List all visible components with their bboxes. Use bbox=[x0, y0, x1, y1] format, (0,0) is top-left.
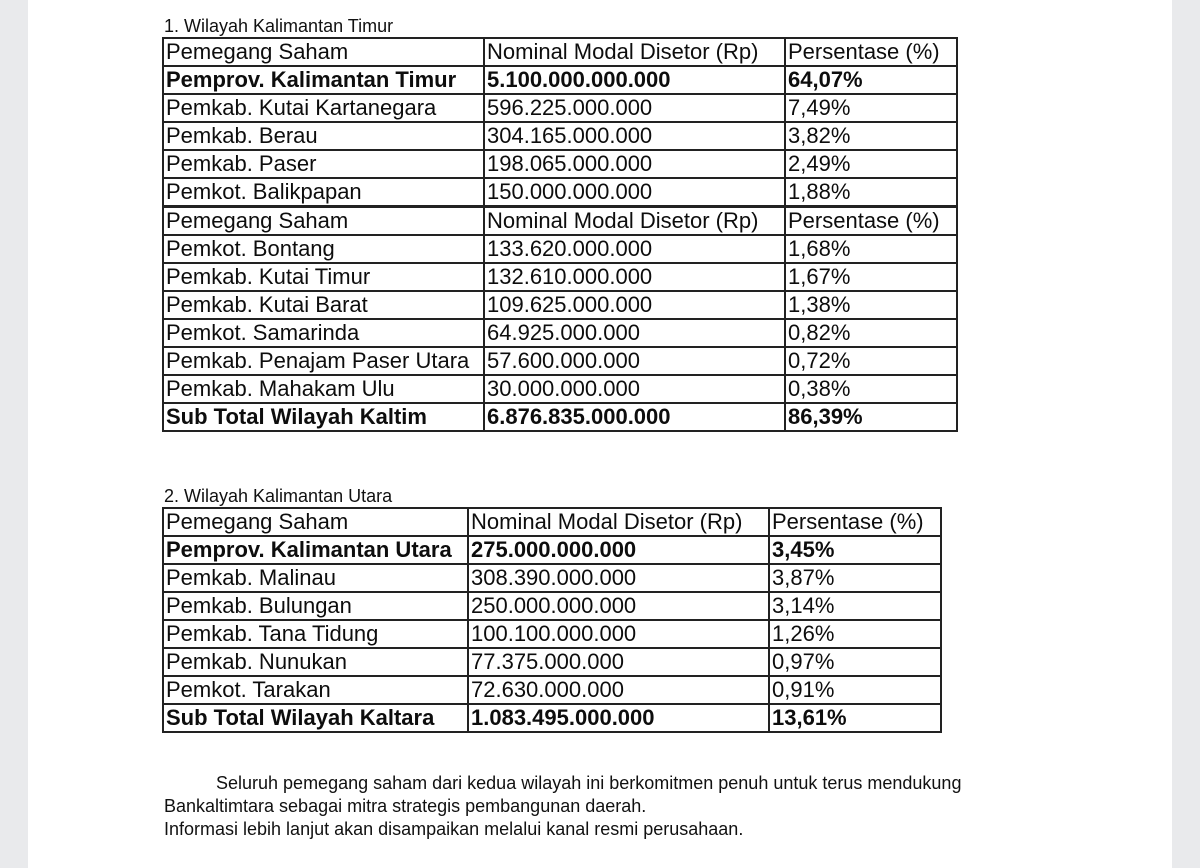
cell-holder: Pemkab. Kutai Timur bbox=[163, 263, 484, 291]
cell-nominal: 100.100.000.000 bbox=[468, 620, 769, 648]
section-title-kaltim: 1. Wilayah Kalimantan Timur bbox=[164, 16, 394, 36]
document-page bbox=[28, 0, 1172, 868]
header-cell-holder: Pemegang Saham bbox=[163, 38, 484, 66]
cell-percent: 0,72% bbox=[785, 347, 957, 375]
section-title-kaltara: 2. Wilayah Kalimantan Utara bbox=[164, 486, 393, 506]
table-row bbox=[163, 94, 957, 122]
cell-nominal: 596.225.000.000 bbox=[484, 94, 785, 122]
table-row bbox=[163, 319, 957, 347]
cell-percent: 7,49% bbox=[785, 94, 957, 122]
header-cell-nominal: Nominal Modal Disetor (Rp) bbox=[484, 38, 785, 66]
cell-holder: Pemkot. Balikpapan bbox=[163, 178, 484, 207]
cell-nominal: 308.390.000.000 bbox=[468, 564, 769, 592]
cell-holder: Pemkab. Mahakam Ulu bbox=[163, 375, 484, 403]
cell-holder: Sub Total Wilayah Kaltara bbox=[163, 704, 468, 732]
cell-percent: 1,88% bbox=[785, 178, 957, 207]
table-row bbox=[163, 291, 957, 319]
cell-percent: 3,87% bbox=[769, 564, 941, 592]
cell-nominal: 57.600.000.000 bbox=[484, 347, 785, 375]
shareholder-table-kaltim bbox=[162, 37, 958, 432]
table-row bbox=[163, 620, 941, 648]
table-row bbox=[163, 66, 957, 94]
cell-holder: Sub Total Wilayah Kaltim bbox=[163, 403, 484, 431]
cell-holder: Pemkab. Penajam Paser Utara bbox=[163, 347, 484, 375]
header-cell-percent: Persentase (%) bbox=[769, 508, 941, 536]
cell-percent: 3,82% bbox=[785, 122, 957, 150]
header-cell-percent: Persentase (%) bbox=[785, 207, 957, 236]
table-header-row bbox=[163, 38, 957, 66]
table-row bbox=[163, 235, 957, 263]
closing-line-1: Seluruh pemegang saham dari kedua wilayah ini berkomitmen penuh untuk terus mendukung bbox=[216, 773, 962, 793]
cell-percent: 3,14% bbox=[769, 592, 941, 620]
cell-percent: 1,68% bbox=[785, 235, 957, 263]
closing-line-2: Bankaltimtara sebagai mitra strategis pembangunan daerah. bbox=[164, 796, 647, 816]
table-row bbox=[163, 536, 941, 564]
cell-percent: 1,26% bbox=[769, 620, 941, 648]
table-header-row bbox=[163, 207, 957, 236]
cell-holder: Pemkot. Samarinda bbox=[163, 319, 484, 347]
cell-holder: Pemprov. Kalimantan Timur bbox=[163, 66, 484, 94]
table-row bbox=[163, 375, 957, 403]
cell-nominal: 275.000.000.000 bbox=[468, 536, 769, 564]
table-row bbox=[163, 178, 957, 207]
cell-holder: Pemkot. Bontang bbox=[163, 235, 484, 263]
table-row bbox=[163, 676, 941, 704]
cell-percent: 2,49% bbox=[785, 150, 957, 178]
cell-percent: 64,07% bbox=[785, 66, 957, 94]
table-row bbox=[163, 263, 957, 291]
subtotal-row bbox=[163, 403, 957, 431]
cell-nominal: 150.000.000.000 bbox=[484, 178, 785, 207]
cell-holder: Pemkab. Bulungan bbox=[163, 592, 468, 620]
header-cell-nominal: Nominal Modal Disetor (Rp) bbox=[484, 207, 785, 236]
cell-nominal: 304.165.000.000 bbox=[484, 122, 785, 150]
cell-nominal: 77.375.000.000 bbox=[468, 648, 769, 676]
cell-percent: 13,61% bbox=[769, 704, 941, 732]
table-row bbox=[163, 592, 941, 620]
table-row bbox=[163, 347, 957, 375]
cell-nominal: 64.925.000.000 bbox=[484, 319, 785, 347]
subtotal-row bbox=[163, 704, 941, 732]
shareholder-table-kaltara bbox=[162, 507, 942, 733]
cell-holder: Pemkab. Nunukan bbox=[163, 648, 468, 676]
cell-holder: Pemprov. Kalimantan Utara bbox=[163, 536, 468, 564]
cell-holder: Pemkab. Paser bbox=[163, 150, 484, 178]
cell-holder: Pemkab. Malinau bbox=[163, 564, 468, 592]
cell-nominal: 30.000.000.000 bbox=[484, 375, 785, 403]
header-cell-holder: Pemegang Saham bbox=[163, 508, 468, 536]
table-row bbox=[163, 122, 957, 150]
cell-nominal: 72.630.000.000 bbox=[468, 676, 769, 704]
cell-nominal: 5.100.000.000.000 bbox=[484, 66, 785, 94]
header-cell-nominal: Nominal Modal Disetor (Rp) bbox=[468, 508, 769, 536]
cell-percent: 0,91% bbox=[769, 676, 941, 704]
cell-nominal: 1.083.495.000.000 bbox=[468, 704, 769, 732]
table-row bbox=[163, 648, 941, 676]
cell-nominal: 250.000.000.000 bbox=[468, 592, 769, 620]
closing-line-3: Informasi lebih lanjut akan disampaikan melalui kanal resmi perusahaan. bbox=[164, 819, 744, 839]
table-header-row bbox=[163, 508, 941, 536]
cell-percent: 1,38% bbox=[785, 291, 957, 319]
table-row bbox=[163, 564, 941, 592]
cell-holder: Pemkab. Berau bbox=[163, 122, 484, 150]
cell-holder: Pemkab. Kutai Kartanegara bbox=[163, 94, 484, 122]
header-cell-holder: Pemegang Saham bbox=[163, 207, 484, 236]
cell-percent: 0,82% bbox=[785, 319, 957, 347]
header-cell-percent: Persentase (%) bbox=[785, 38, 957, 66]
cell-percent: 1,67% bbox=[785, 263, 957, 291]
closing-paragraph bbox=[164, 772, 1094, 841]
cell-holder: Pemkab. Kutai Barat bbox=[163, 291, 484, 319]
cell-holder: Pemkot. Tarakan bbox=[163, 676, 468, 704]
cell-percent: 0,38% bbox=[785, 375, 957, 403]
cell-nominal: 109.625.000.000 bbox=[484, 291, 785, 319]
cell-percent: 3,45% bbox=[769, 536, 941, 564]
cell-nominal: 132.610.000.000 bbox=[484, 263, 785, 291]
table-row bbox=[163, 150, 957, 178]
cell-nominal: 6.876.835.000.000 bbox=[484, 403, 785, 431]
cell-holder: Pemkab. Tana Tidung bbox=[163, 620, 468, 648]
cell-nominal: 198.065.000.000 bbox=[484, 150, 785, 178]
cell-nominal: 133.620.000.000 bbox=[484, 235, 785, 263]
cell-percent: 0,97% bbox=[769, 648, 941, 676]
cell-percent: 86,39% bbox=[785, 403, 957, 431]
